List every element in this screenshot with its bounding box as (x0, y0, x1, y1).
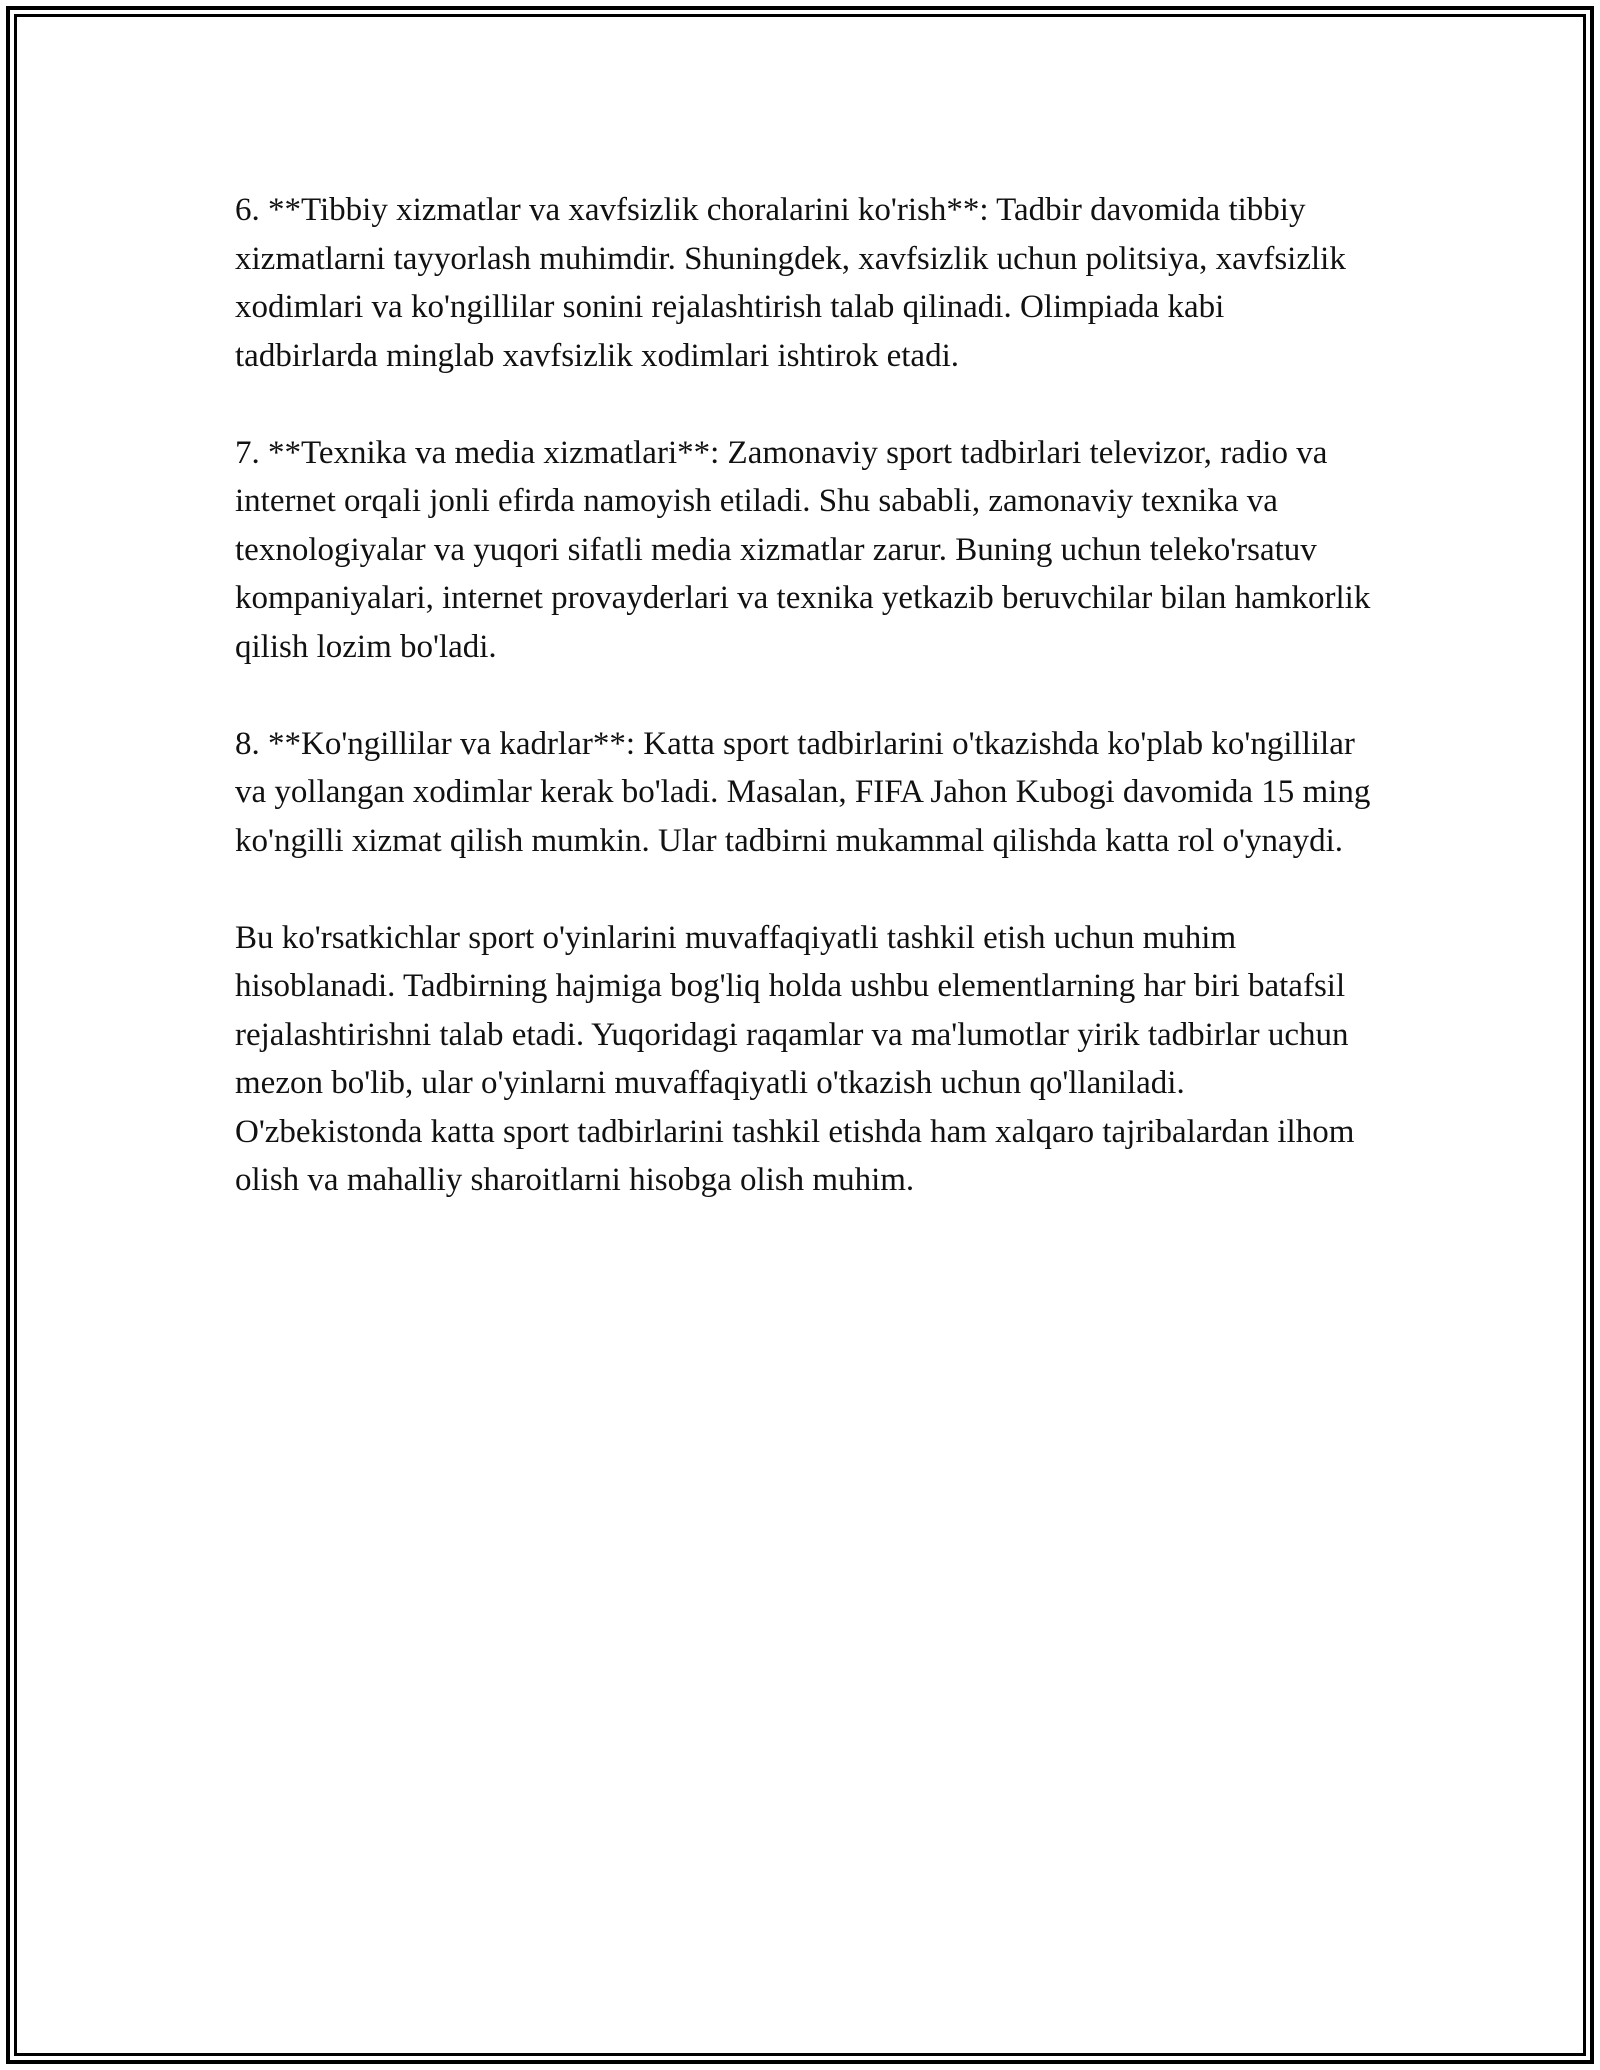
paragraph-technology-media: 7. **Texnika va media xizmatlari**: Zamonaviy sport tadbirlari televizor, radio va internet orqali jonli efirda namoyish etiladi. Shu sababli, zamonaviy texnika va texnologiyalar va yuqori sifatli media xizmatlar zarur. Buning uchun teleko'rsatuv kompaniyalari, internet provayderlari va texnika yetkazib beruvchilar bilan hamkorlik qilish lozim bo'ladi. (235, 434, 1371, 665)
paragraph-medical-security: 6. **Tibbiy xizmatlar va xavfsizlik choralarini ko'rish**: Tadbir davomida tibbiy xizmatlarni tayyorlash muhimdir. Shuningdek, xavfsizlik uchun politsiya, xavfsizlik xodimlari va ko'ngillilar sonini rejalashtirish talab qilinadi. Olimpiada kabi tadbirlarda minglab xavfsizlik xodimlari ishtirok etadi. (235, 192, 1346, 374)
document-body (235, 186, 1375, 1253)
paragraph-conclusion: Bu ko'rsatkichlar sport o'yinlarini muvaffaqiyatli tashkil etish uchun muhim hisoblanadi. Tadbirning hajmiga bog'liq holda ushbu elementlarning har biri batafsil rejalashtirishni talab etadi. Yuqoridagi raqamlar va ma'lumotlar yirik tadbirlar uchun mezon bo'lib, ular o'yinlarni muvaffaqiyatli o'tkazish uchun qo'llaniladi. O'zbekistonda katta sport tadbirlarini tashkil etishda ham xalqaro tajribalardan ilhom olish va mahalliy sharoitlarni hisobga olish muhim. (235, 919, 1355, 1198)
paragraph-volunteers-staff: 8. **Ko'ngillilar va kadrlar**: Katta sport tadbirlarini o'tkazishda ko'plab ko'ngillilar va yollangan xodimlar kerak bo'ladi. Masalan, FIFA Jahon Kubogi davomida 15 ming ko'ngilli xizmat qilish mumkin. Ular tadbirni mukammal qilishda katta rol o'ynaydi. (235, 725, 1371, 859)
